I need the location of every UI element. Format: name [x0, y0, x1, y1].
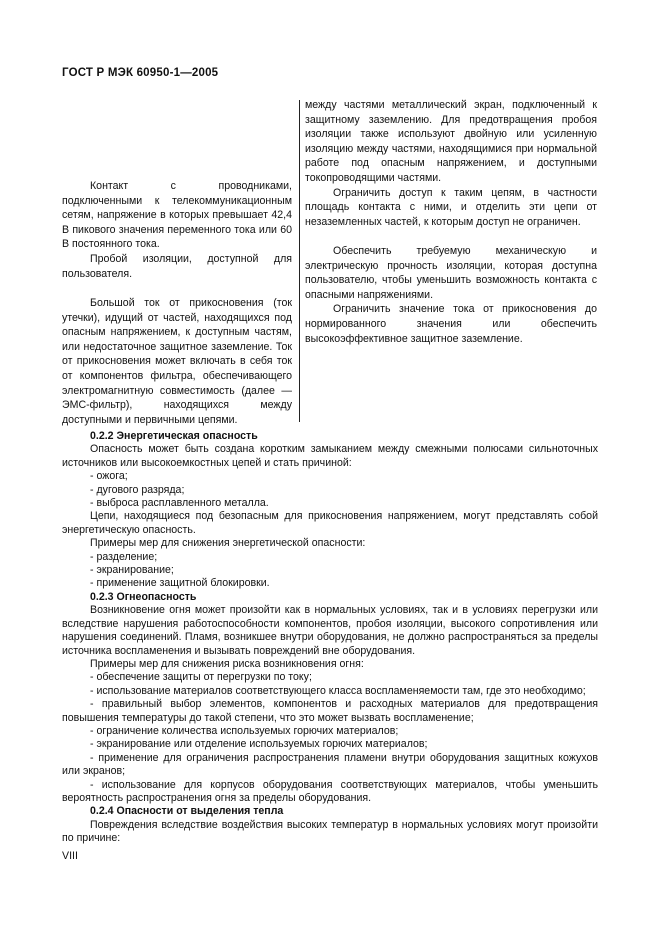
paragraph: Повреждения вследствие воздействия высоких температур в нормальных условиях могут произойти по причине:: [62, 818, 598, 845]
list-item: - выброса расплавленного металла.: [90, 497, 269, 510]
right-paragraph: Обеспечить требуемую механическую и электрическую прочность изоляции, которая доступна пользователю, чтобы уменьшить возможность контакта с опасными напряжениями.: [305, 245, 597, 301]
main-text: [62, 430, 598, 846]
section-heading-0-2-4: 0.2.4 Опасности от выделения тепла: [90, 805, 284, 818]
column-divider: [299, 100, 300, 422]
left-paragraph: Пробой изоляции, доступной для пользователя.: [62, 252, 292, 280]
right-column-block-1: [305, 98, 597, 229]
list-item: - дугового разряда;: [90, 483, 185, 496]
list-item: - применение для ограничения распространения пламени внутри оборудования защитных кожухов или экранов;: [62, 751, 598, 778]
paragraph: Примеры мер для снижения риска возникновения огня:: [90, 657, 364, 670]
list-item: - экранирование;: [90, 564, 174, 577]
list-item: - использование для корпусов оборудования соответствующих материалов, чтобы уменьшить вероятность распространения огня за пределы оборудования.: [62, 778, 598, 804]
list-item: - ожога;: [90, 470, 128, 483]
paragraph: Возникновение огня может произойти как в нормальных условиях, так и в условиях перегрузки или вследствие нарушения работоспособности компонентов, пробоя изоляции, высокого сопротивления или нарушения соединений. Пламя, возникшее внутри оборудования, не должно распространяться за пределы источника воспламенения и вызывать повреждений вне оборудования.: [62, 604, 598, 657]
left-column-block-2: [62, 296, 292, 427]
left-paragraph: Контакт с проводниками, подключенными к телекоммуникационным сетям, напряжение в которых превышает 42,4 В пикового значения переменного тока или 60 В постоянного тока.: [62, 180, 292, 251]
list-item: - разделение;: [90, 550, 158, 563]
list-item: - правильный выбор элементов, компонентов и расходных материалов для предотвращения повышения температуры до такой степени, что это может вызвать воспламенение;: [62, 698, 598, 724]
page-number: VIII: [62, 850, 78, 862]
list-item: - ограничение количества используемых горючих материалов;: [90, 724, 399, 737]
right-paragraph: Ограничить доступ к таким цепям, в частности площадь контакта с ними, и отделить эти цепи от незаземленных частей, к которым доступ не ограничен.: [305, 186, 597, 228]
list-item: - обеспечение защиты от перегрузки по току;: [90, 671, 312, 684]
right-paragraph: Ограничить значение тока от прикосновения до нормированного значения или обеспечить высокоэффективное защитное заземление.: [305, 303, 597, 345]
right-paragraph: между частями металлический экран, подключенный к защитному заземлению. Для предотвращения пробоя изоляции также используют двойную или усиленную изоляцию между частями, находящимися при нормальной работе под опасным напряжением, и доступными токопроводящими частями.: [305, 99, 597, 184]
list-item: - использование материалов соответствующего класса воспламеняемости там, где это необходимо;: [90, 684, 586, 697]
section-heading-0-2-3: 0.2.3 Огнеопасность: [90, 590, 197, 603]
right-column-block-2: [305, 244, 597, 346]
document-header: ГОСТ Р МЭК 60950-1—2005: [62, 67, 219, 79]
list-item: - экранирование или отделение используемых горючих материалов;: [90, 738, 428, 751]
section-heading-0-2-2: 0.2.2 Энергетическая опасность: [90, 430, 258, 442]
list-item: - применение защитной блокировки.: [90, 577, 270, 590]
left-paragraph: Большой ток от прикосновения (ток утечки), идущий от частей, находящихся под опасным напряжением, к доступным частям, или недостаточное защитное заземление. Ток от прикосновения может включать в себя ток от компонентов фильтра, обеспечивающего электромагнитную совместимость (далее — ЭМС-фильтр), находящихся между доступными и первичными цепями.: [62, 297, 292, 426]
paragraph: Цепи, находящиеся под безопасным для прикосновения напряжением, могут представлять собой энергетическую опасность.: [62, 510, 598, 536]
paragraph: Примеры мер для снижения энергетической опасности:: [90, 537, 366, 550]
left-column-block-1: [62, 179, 292, 281]
paragraph: Опасность может быть создана коротким замыканием между смежными полюсами сильноточных источников или высокоемкостных цепей и стать причиной:: [62, 443, 598, 469]
